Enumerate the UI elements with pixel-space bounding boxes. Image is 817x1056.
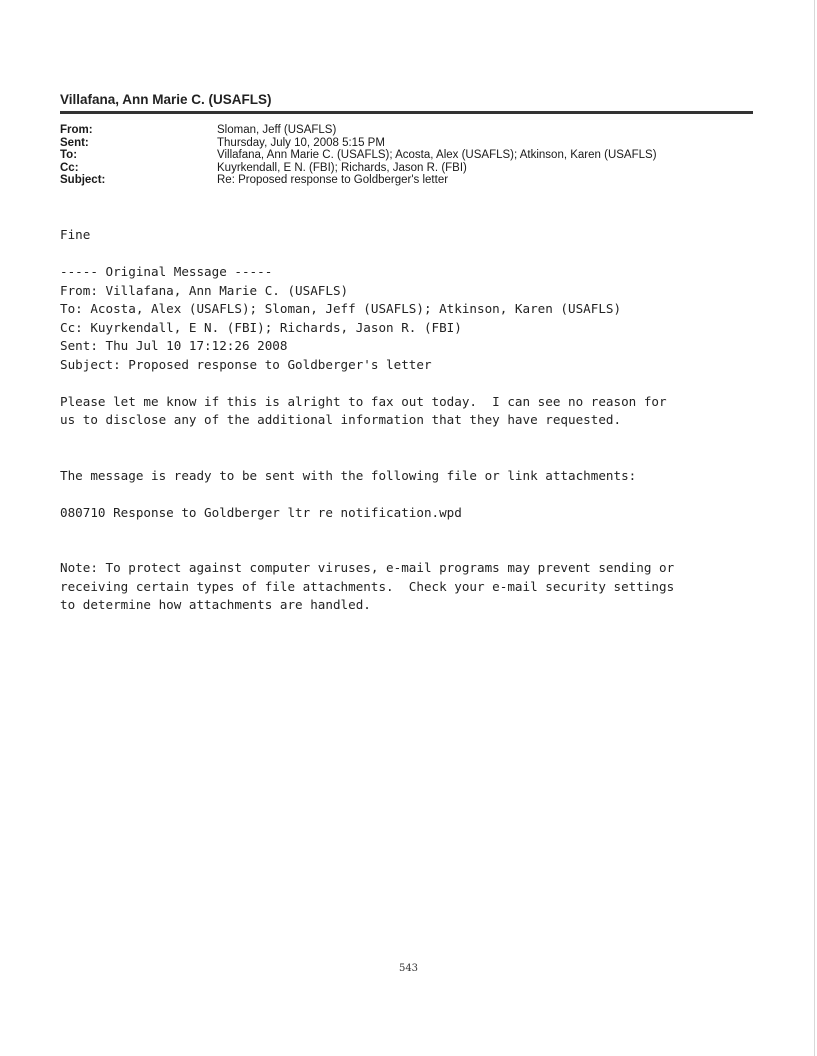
to-label: To: bbox=[60, 149, 78, 162]
spacer bbox=[60, 374, 800, 393]
meta-row-from bbox=[60, 124, 657, 137]
original-sent: Sent: Thu Jul 10 17:12:26 2008 bbox=[60, 338, 288, 353]
spacer bbox=[60, 541, 800, 560]
meta-row-sent bbox=[60, 137, 657, 150]
sent-value: Thursday, July 10, 2008 5:15 PM bbox=[217, 136, 385, 149]
security-note-line: Note: To protect against computer viruses, e-mail programs may prevent sending or bbox=[60, 560, 675, 575]
meta-row-cc bbox=[60, 162, 657, 175]
meta-row-to bbox=[60, 149, 657, 162]
attachment-intro: The message is ready to be sent with the following file or link attachments: bbox=[60, 467, 637, 483]
spacer bbox=[60, 430, 800, 449]
message-paragraph-line: us to disclose any of the additional information that they have requested. bbox=[60, 412, 622, 427]
attachment-filename: 080710 Response to Goldberger ltr re notification.wpd bbox=[60, 504, 462, 520]
original-from: From: Villafana, Ann Marie C. (USAFLS) bbox=[60, 282, 349, 298]
original-cc: Cc: Kuyrkendall, E N. (FBI); Richards, Jason R. (FBI) bbox=[60, 319, 462, 335]
from-label: From: bbox=[60, 124, 93, 136]
spacer bbox=[60, 485, 800, 504]
security-note-line: to determine how attachments are handled. bbox=[60, 597, 371, 612]
from-value: Sloman, Jeff (USAFLS) bbox=[217, 124, 337, 136]
subject-label: Subject: bbox=[60, 174, 106, 187]
mailbox-owner-name: Villafana, Ann Marie C. (USAFLS) bbox=[60, 92, 272, 107]
spacer bbox=[60, 448, 800, 467]
spacer bbox=[60, 245, 800, 264]
header-rule bbox=[60, 111, 753, 114]
security-note-line: receiving certain types of file attachments. Check your e-mail security settings bbox=[60, 578, 675, 594]
subject-value: Re: Proposed response to Goldberger's letter bbox=[217, 174, 449, 187]
page-edge bbox=[814, 0, 815, 1056]
original-message-header: ----- Original Message ----- bbox=[60, 264, 273, 279]
cc-value: Kuyrkendall, E N. (FBI); Richards, Jason R. (FBI) bbox=[217, 161, 467, 174]
original-to: To: Acosta, Alex (USAFLS); Sloman, Jeff (USAFLS); Atkinson, Karen (USAFLS) bbox=[60, 301, 622, 316]
original-subject: Subject: Proposed response to Goldberger's letter bbox=[60, 356, 432, 372]
document-header bbox=[60, 92, 753, 107]
sent-label: Sent: bbox=[60, 136, 89, 149]
spacer bbox=[60, 522, 800, 541]
reply-text: Fine bbox=[60, 227, 91, 242]
email-body bbox=[60, 226, 800, 615]
cc-label: Cc: bbox=[60, 161, 79, 174]
to-value: Villafana, Ann Marie C. (USAFLS); Acosta, Alex (USAFLS); Atkinson, Karen (USAFLS) bbox=[217, 149, 657, 162]
message-paragraph-line: Please let me know if this is alright to fax out today. I can see no reason for bbox=[60, 393, 667, 409]
meta-row-subject bbox=[60, 174, 657, 187]
email-meta-table bbox=[60, 124, 657, 187]
page-number: 543 bbox=[398, 963, 419, 974]
